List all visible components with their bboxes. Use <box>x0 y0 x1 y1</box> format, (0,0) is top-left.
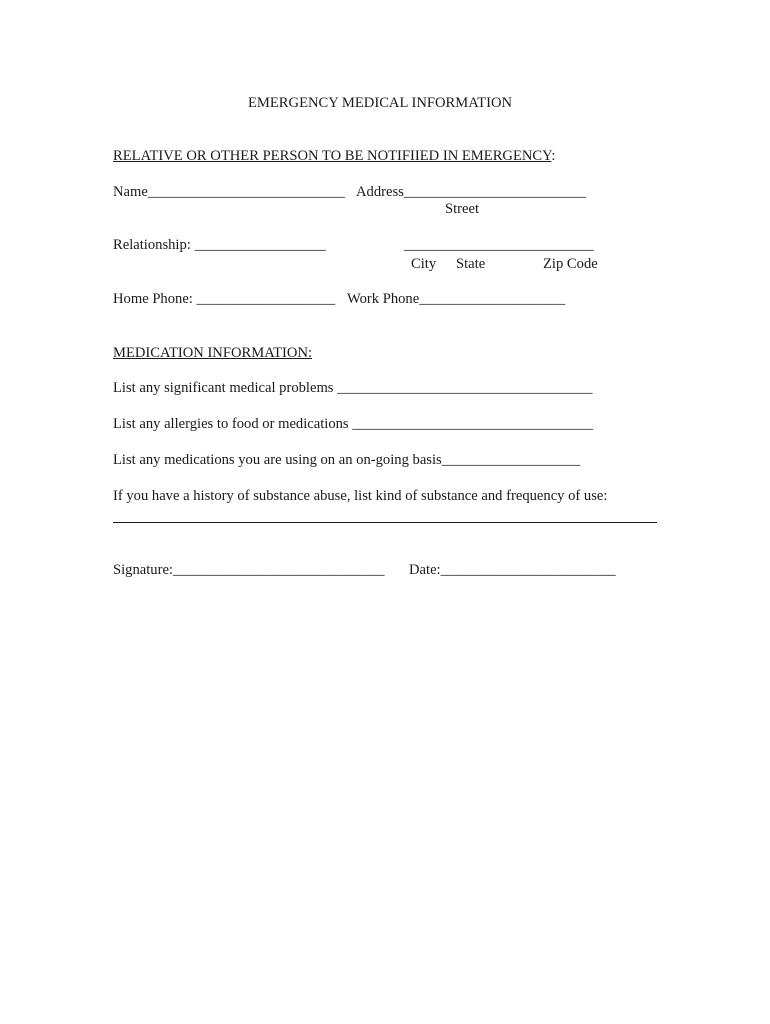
city-caption: City <box>411 256 437 272</box>
substance-abuse-answer-line[interactable] <box>113 522 657 523</box>
medications-field[interactable]: List any medications you are using on an on-going basis___________________ <box>113 452 581 468</box>
date-field[interactable]: Date:________________________ <box>409 562 616 578</box>
allergies-field[interactable]: List any allergies to food or medications _________________________________ <box>113 416 594 432</box>
address-field[interactable]: Address_________________________ <box>356 184 587 200</box>
relative-section-heading-text: RELATIVE OR OTHER PERSON TO BE NOTIFIIED IN EMERGENCY <box>113 148 552 164</box>
work-phone-field[interactable]: Work Phone____________________ <box>347 291 566 307</box>
relative-section-heading-colon: : <box>551 148 556 164</box>
city-state-zip-field[interactable]: __________________________ <box>404 237 594 253</box>
signature-field[interactable]: Signature:_____________________________ <box>113 562 385 578</box>
relative-section-heading <box>113 149 555 164</box>
medication-section-heading: MEDICATION INFORMATION: <box>113 345 313 361</box>
medical-problems-field[interactable]: List any significant medical problems ___________________________________ <box>113 380 593 396</box>
state-caption: State <box>456 256 486 272</box>
form-title: EMERGENCY MEDICAL INFORMATION <box>248 95 513 111</box>
relationship-field[interactable]: Relationship: __________________ <box>113 237 326 253</box>
name-field[interactable]: Name___________________________ <box>113 184 345 200</box>
home-phone-field[interactable]: Home Phone: ___________________ <box>113 291 336 307</box>
zip-code-caption: Zip Code <box>543 256 598 272</box>
street-caption: Street <box>445 201 480 217</box>
substance-abuse-prompt: If you have a history of substance abuse, list kind of substance and frequency of use: <box>113 488 608 504</box>
